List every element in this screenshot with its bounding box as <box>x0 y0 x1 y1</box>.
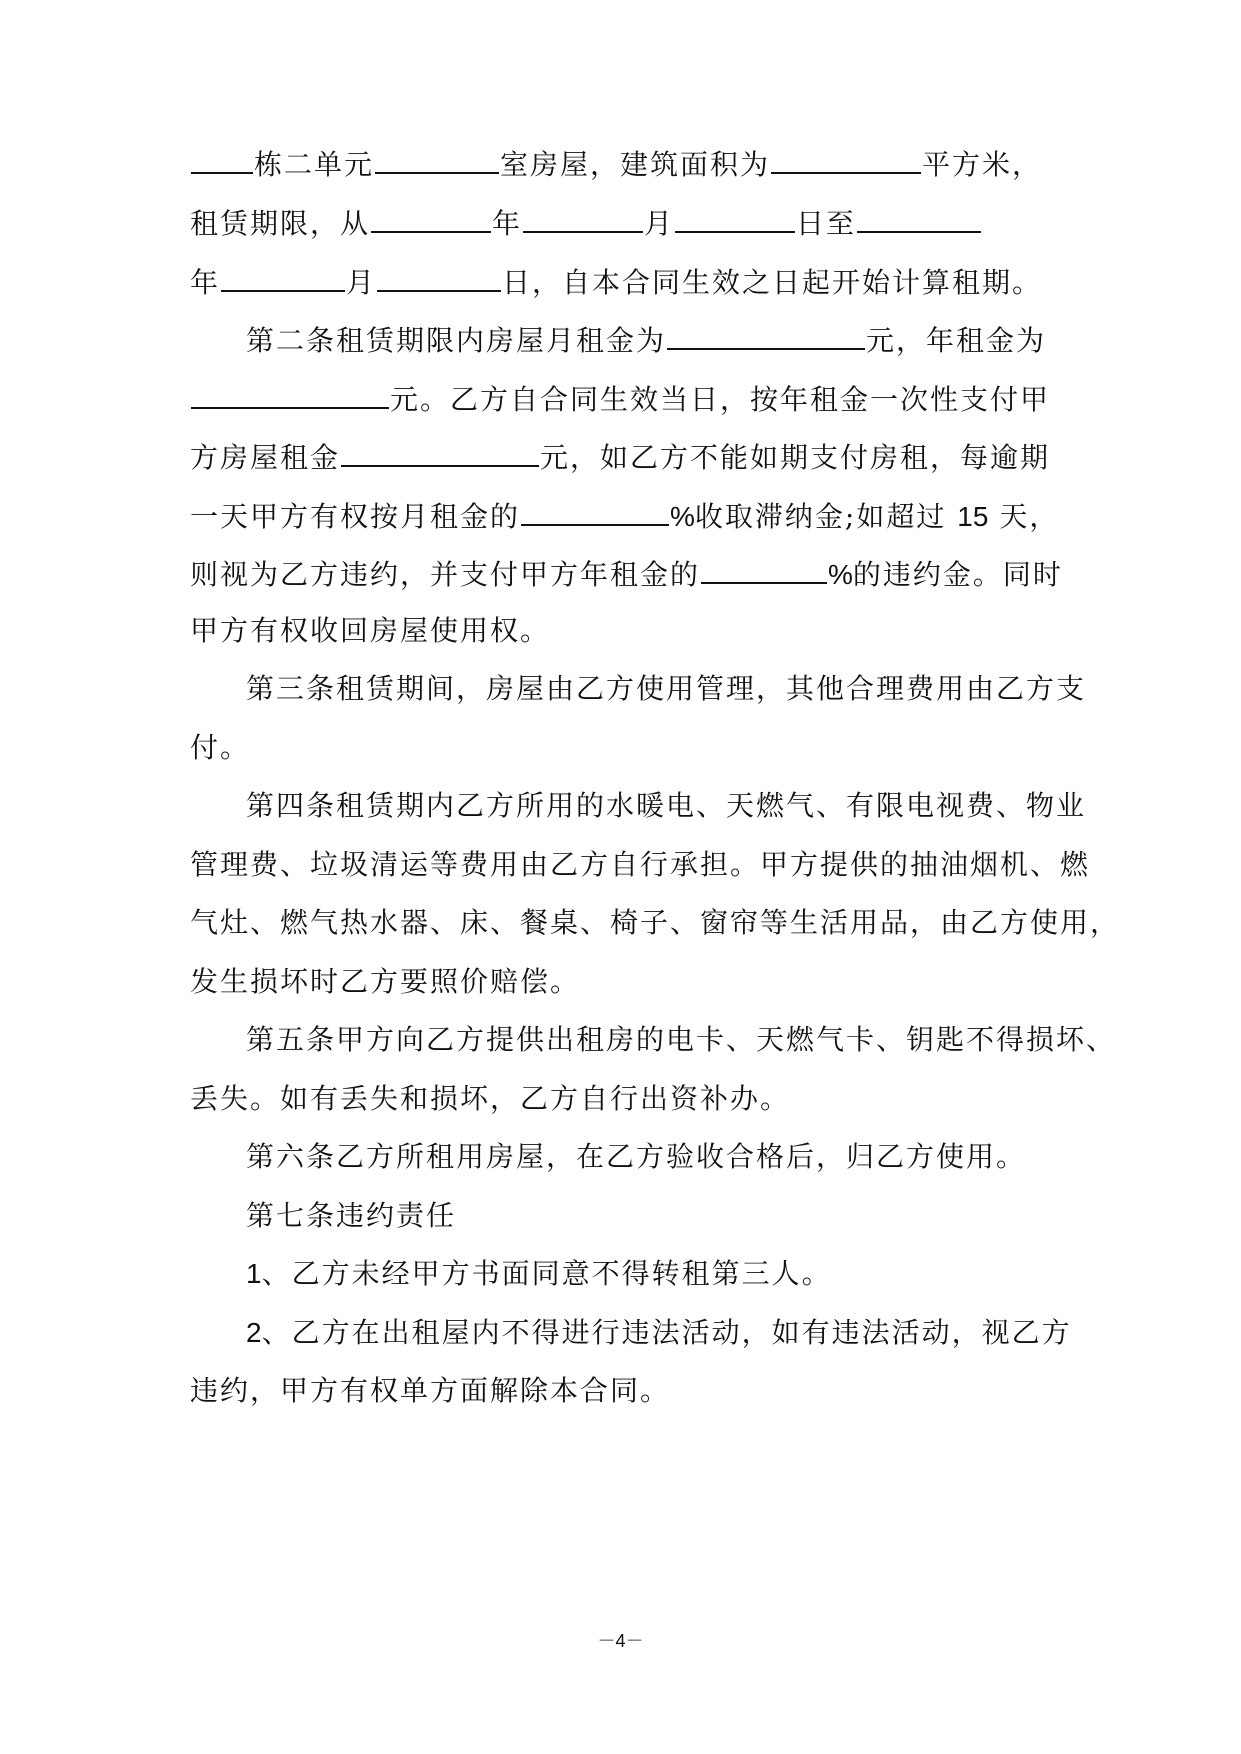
article-4-line-2: 管理费、垃圾清运等费用由乙方自行承担。甲方提供的抽油烟机、燃 <box>190 848 1091 881</box>
article-2-line-2: 元。乙方自合同生效当日，按年租金一次性支付甲 <box>190 377 1050 420</box>
blank-monthly-rent <box>667 318 865 350</box>
article-2-line-4: 一天甲方有权按月租金的 %收取滞纳金;如超过 15 天， <box>190 494 1059 537</box>
clause-2-line-1: 2、乙方在出租屋内不得进行违法活动，如有违法活动，视乙方 <box>246 1316 1072 1349</box>
article-5-line-2: 丢失。如有丢失和损坏，乙方自行出资补办。 <box>190 1082 791 1115</box>
article-3-line-1: 第三条租赁期间，房屋由乙方使用管理，其他合理费用由乙方支 <box>246 672 1087 705</box>
blank-rent-amount <box>341 435 539 467</box>
article-4-line-1: 第四条租赁期内乙方所用的水暖电、天燃气、有限电视费、物业 <box>246 789 1087 822</box>
page-number: －4－ <box>597 1631 644 1651</box>
article-2-line-1: 第二条租赁期限内房屋月租金为 元，年租金为 <box>246 318 1046 361</box>
blank-room-no <box>375 142 499 174</box>
blank-end-day <box>377 260 501 292</box>
blank-late-fee-rate <box>521 494 669 526</box>
article-2-line-5: 则视为乙方违约，并支付甲方年租金的 %的违约金。同时 <box>190 552 1063 595</box>
blank-end-year <box>857 201 981 233</box>
article-4-line-4: 发生损坏时乙方要照价赔偿。 <box>190 965 581 998</box>
blank-start-month <box>523 201 643 233</box>
article-6-line-1: 第六条乙方所租用房屋，在乙方验收合格后，归乙方使用。 <box>246 1140 1027 1173</box>
blank-start-year <box>371 201 491 233</box>
article-2-line-6: 甲方有权收回房屋使用权。 <box>190 614 551 647</box>
article-5-line-1: 第五条甲方向乙方提供出租房的电卡、天燃气卡、钥匙不得损坏、 <box>246 1023 1117 1056</box>
blank-annual-rent <box>191 377 389 409</box>
article-3-line-2: 付。 <box>190 731 251 764</box>
article-2-line-3: 方房屋租金 元，如乙方不能如期支付房租，每逾期 <box>190 435 1050 478</box>
clause-2-line-2: 违约，甲方有权单方面解除本合同。 <box>190 1374 671 1407</box>
contract-line-1: 栋二单元 室房屋，建筑面积为 平方米， <box>190 142 1042 185</box>
article-4-line-3: 气灶、燃气热水器、床、餐桌、椅子、窗帘等生活用品，由乙方使用， <box>190 906 1121 939</box>
blank-end-month <box>221 260 345 292</box>
contract-line-3: 年 月 日，自本合同生效之日起开始计算租期。 <box>190 260 1042 303</box>
contract-line-2: 租赁期限，从 年 月 日至 <box>190 201 982 244</box>
clause-1: 1、乙方未经甲方书面同意不得转租第三人。 <box>246 1257 832 1290</box>
blank-area <box>771 142 921 174</box>
blank-penalty-rate <box>701 552 827 584</box>
article-7-heading: 第七条违约责任 <box>246 1199 457 1232</box>
blank-building-no <box>191 142 253 174</box>
blank-start-day <box>675 201 795 233</box>
